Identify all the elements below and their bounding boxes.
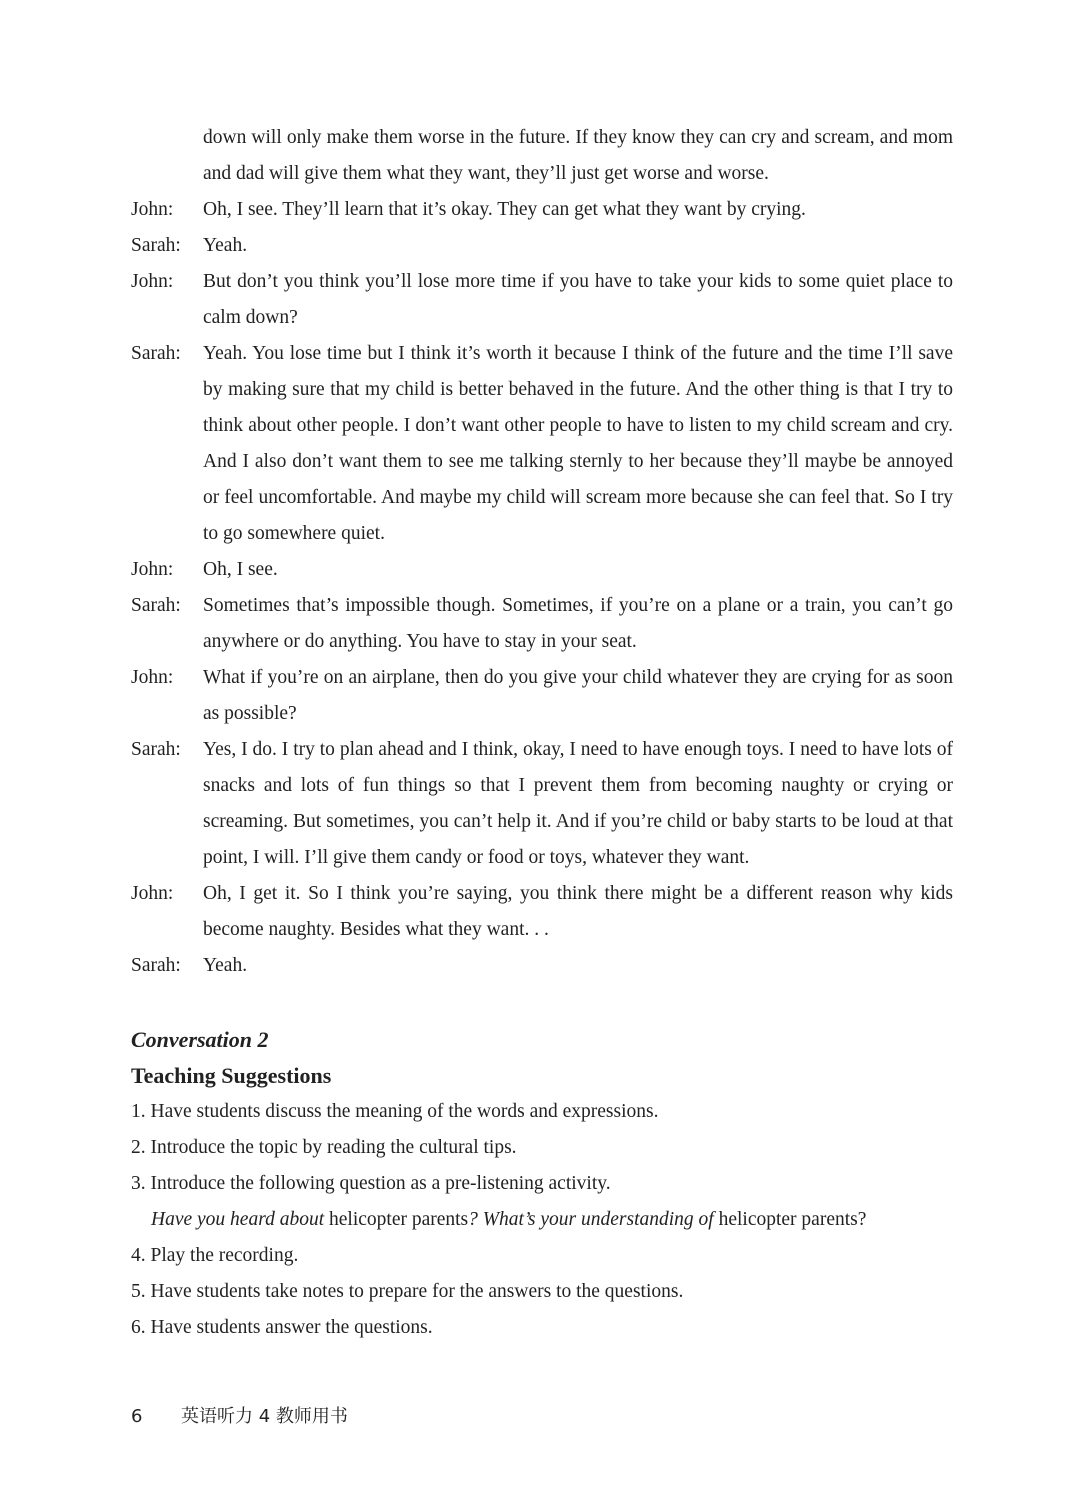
question-term: helicopter parents <box>324 1209 469 1230</box>
dialogue-turn <box>131 120 953 192</box>
page-footer <box>131 1402 348 1432</box>
utterance-text: Oh, I see. They’ll learn that it’s okay. They can get what they want by crying. <box>203 199 806 220</box>
list-item: 4. Play the recording. <box>131 1245 299 1266</box>
dialogue-turn <box>131 264 953 336</box>
utterance-text: Yeah. <box>203 955 248 976</box>
dialogue-turn <box>131 192 953 228</box>
speaker-label: John: <box>131 667 174 688</box>
dialogue-turn <box>131 732 953 876</box>
speaker-label: Sarah: <box>131 955 181 976</box>
page-number: 6 <box>131 1406 143 1427</box>
dialogue-turn <box>131 588 953 660</box>
pre-listening-question <box>131 1202 953 1238</box>
question-term: helicopter parents? <box>713 1209 867 1230</box>
utterance-text: Yeah. <box>203 235 248 256</box>
speaker-label: John: <box>131 271 174 292</box>
speaker-label: Sarah: <box>131 343 181 364</box>
section-heading: Teaching Suggestions <box>131 1063 332 1088</box>
speaker-label: John: <box>131 883 174 904</box>
speaker-label: John: <box>131 199 174 220</box>
speaker-label <box>131 120 203 192</box>
dialogue-turn <box>131 660 953 732</box>
list-item: 5. Have students take notes to prepare for the answers to the questions. <box>131 1281 684 1302</box>
book-title: 英语听力 4 教师用书 <box>181 1406 348 1427</box>
speaker-label: Sarah: <box>131 739 181 760</box>
steps-list <box>131 1238 953 1346</box>
speaker-label: Sarah: <box>131 595 181 616</box>
utterance-text: Sometimes that’s impossible though. Sometimes, if you’re on a plane or a train, you can’t go anywhere or do anything. You have to stay in your seat. <box>203 595 953 652</box>
speaker-label: Sarah: <box>131 235 181 256</box>
utterance-text: down will only make them worse in the future. If they know they can cry and scream, and mom and dad will give them what they want, they’ll just get worse and worse. <box>203 127 953 184</box>
utterance-text: Oh, I see. <box>203 559 278 580</box>
list-item: 3. Introduce the following question as a pre-listening activity. <box>131 1173 611 1194</box>
dialogue-turn <box>131 336 953 552</box>
section-title: Conversation 2 <box>131 1027 269 1052</box>
question-text: ? What’s your understanding of <box>468 1209 714 1230</box>
conversation-section <box>131 1022 953 1346</box>
utterance-text: Yes, I do. I try to plan ahead and I think, okay, I need to have enough toys. I need to have lots of snacks and lots of fun things so that I prevent them from becoming naughty or crying or screaming. But sometimes, you can’t help it. And if you’re child or baby starts to be loud at that point, I will. I’ll give them candy or food or toys, whatever they want. <box>203 739 953 868</box>
dialogue-turn <box>131 876 953 948</box>
list-item: 6. Have students answer the questions. <box>131 1317 433 1338</box>
question-text: Have you heard about <box>151 1209 325 1230</box>
list-item: 2. Introduce the topic by reading the cultural tips. <box>131 1137 517 1158</box>
dialogue-turn <box>131 552 953 588</box>
utterance-text: But don’t you think you’ll lose more time if you have to take your kids to some quiet place to calm down? <box>203 271 953 328</box>
utterance-text: Yeah. You lose time but I think it’s worth it because I think of the future and the time I’ll save by making sure that my child is better behaved in the future. And the other thing is that I try to think about other people. I don’t want other people to have to listen to my child scream and cry. And I also don’t want them to see me talking sternly to her because they’ll maybe be annoyed or feel uncomfortable. And maybe my child will scream more because she can feel that. So I try to go somewhere quiet. <box>203 343 953 544</box>
utterance-text: Oh, I get it. So I think you’re saying, you think there might be a different reason why kids become naughty. Besides what they want. . . <box>203 883 953 940</box>
dialogue-turn <box>131 228 953 264</box>
steps-list <box>131 1094 953 1202</box>
speaker-label: John: <box>131 559 174 580</box>
utterance-text: What if you’re on an airplane, then do you give your child whatever they are crying for as soon as possible? <box>203 667 953 724</box>
dialogue-turn <box>131 948 953 984</box>
dialogue-transcript <box>131 120 953 984</box>
list-item: 1. Have students discuss the meaning of the words and expressions. <box>131 1101 659 1122</box>
